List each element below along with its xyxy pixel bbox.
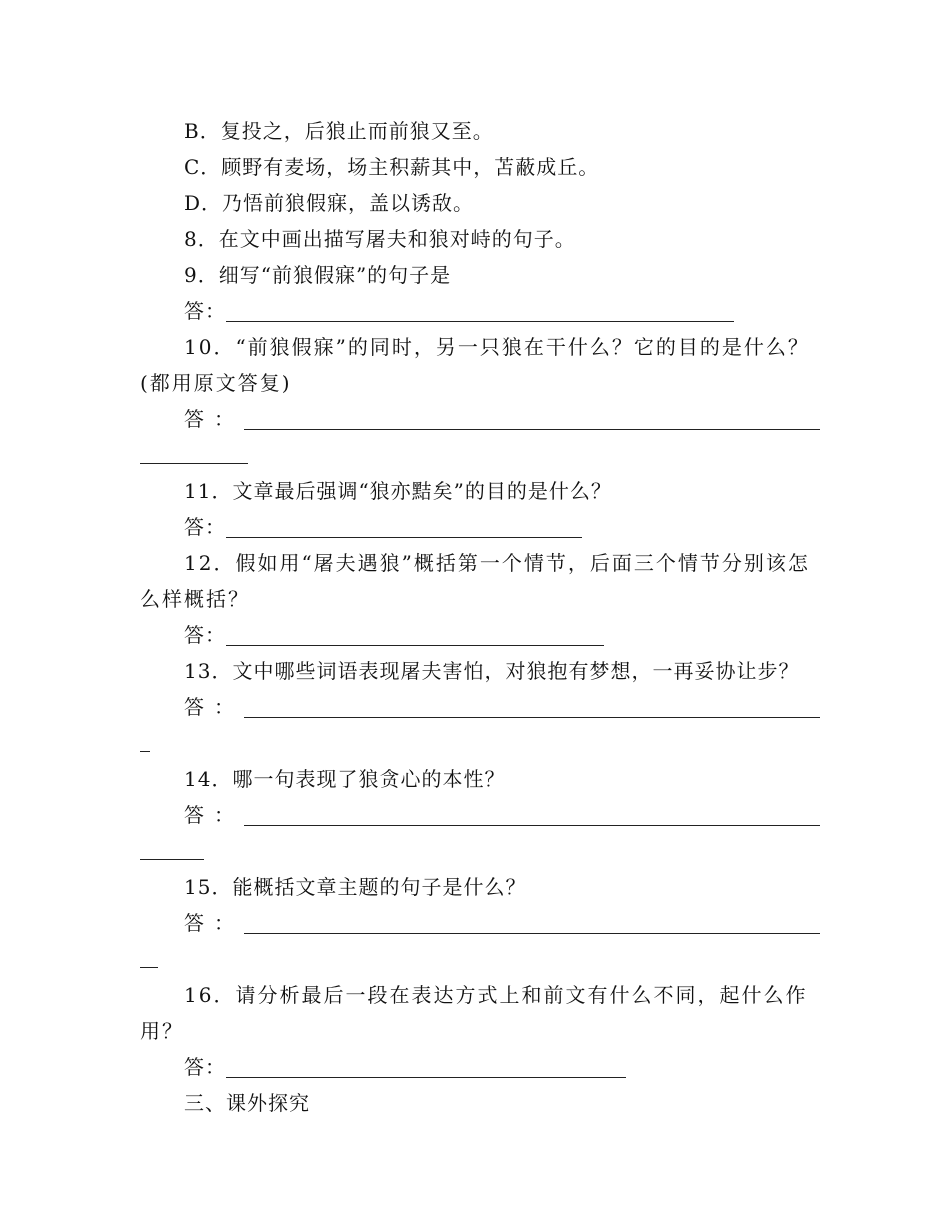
- question-14: 14．哪一句表现了狼贪心的本性？: [184, 767, 506, 791]
- question-16: 16．请分析最后一段在表达方式上和前文有什么不同，起什么作用？: [140, 983, 808, 1043]
- question-12: 12．假如用“屠夫遇狼”概括第一个情节，后面三个情节分别该怎么样概括？: [140, 551, 810, 611]
- answer-14-continuation: [140, 833, 820, 869]
- section-heading-3: 三、课外探究: [184, 1091, 310, 1115]
- answer-blank[interactable]: [226, 513, 582, 538]
- answer-label: 答：: [184, 1055, 226, 1079]
- option-d: D．乃悟前狼假寐，盖以诱敌。: [184, 191, 475, 215]
- answer-label: 答：: [184, 407, 244, 431]
- answer-label: 答：: [184, 911, 244, 935]
- answer-blank-continuation[interactable]: [140, 463, 248, 464]
- question-13: 13．文中哪些词语表现屠夫害怕，对狼抱有梦想，一再妥协让步？: [184, 659, 800, 683]
- answer-label: 答：: [184, 515, 226, 539]
- answer-label: 答：: [184, 623, 226, 647]
- question-15: 15．能概括文章主题的句子是什么？: [184, 875, 527, 899]
- question-10: 10．“前狼假寐”的同时，另一只狼在干什么？它的目的是什么？(都用原文答复): [140, 335, 810, 395]
- answer-blank[interactable]: [244, 909, 820, 934]
- answer-blank-continuation[interactable]: [140, 751, 150, 752]
- answer-15: [140, 905, 820, 941]
- answer-blank[interactable]: [226, 621, 604, 646]
- answer-blank[interactable]: [226, 297, 734, 322]
- answer-blank[interactable]: [226, 1053, 626, 1078]
- answer-13-continuation: [140, 725, 820, 761]
- answer-14: [140, 797, 820, 833]
- answer-label: 答：: [184, 803, 244, 827]
- question-11: 11．文章最后强调“狼亦黠矣”的目的是什么？: [184, 479, 612, 503]
- answer-10-continuation: [140, 437, 820, 473]
- answer-blank[interactable]: [244, 693, 820, 718]
- answer-12: [140, 617, 820, 653]
- answer-13: [140, 689, 820, 725]
- answer-11: [140, 509, 820, 545]
- answer-15-continuation: [140, 941, 820, 977]
- question-list: [140, 113, 820, 1121]
- question-8: 8．在文中画出描写屠夫和狼对峙的句子。: [184, 227, 576, 251]
- answer-16: [140, 1049, 820, 1085]
- answer-blank-continuation[interactable]: [140, 967, 158, 968]
- answer-label: 答：: [184, 299, 226, 323]
- answer-label: 答：: [184, 695, 244, 719]
- answer-10: [140, 401, 820, 437]
- option-c: C．顾野有麦场，场主积薪其中，苫蔽成丘。: [184, 155, 600, 179]
- option-b: B．复投之，后狼止而前狼又至。: [184, 119, 494, 143]
- answer-blank[interactable]: [244, 405, 820, 430]
- question-9: 9．细写“前狼假寐”的句子是: [184, 263, 452, 287]
- answer-blank-continuation[interactable]: [140, 859, 204, 860]
- answer-9: [140, 293, 820, 329]
- answer-blank[interactable]: [244, 801, 820, 826]
